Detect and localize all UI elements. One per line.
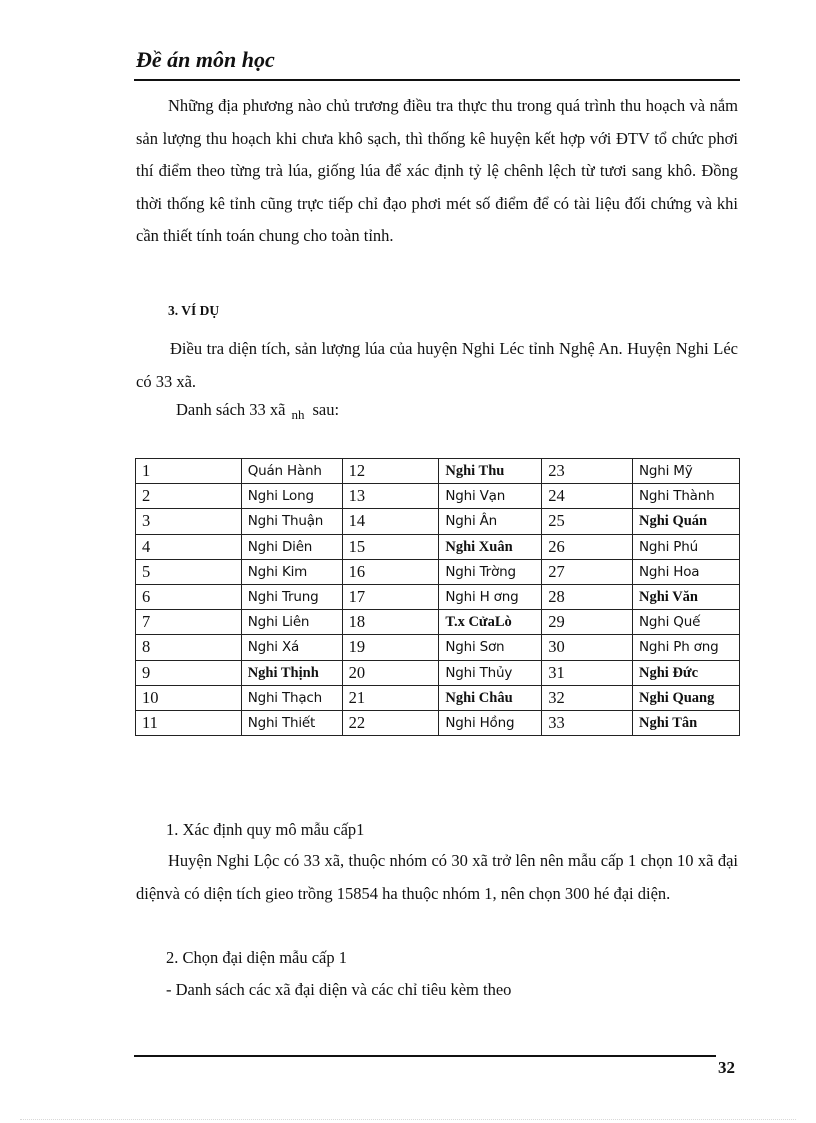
commune-number-cell: 5: [136, 559, 242, 584]
commune-number-cell: 22: [342, 710, 439, 735]
commune-name-cell: Nghi Tân: [633, 710, 740, 735]
commune-name-cell: Nghi Hồng: [439, 710, 542, 735]
commune-number-cell: 18: [342, 610, 439, 635]
table-row: [136, 710, 740, 735]
step2-bullet: - Danh sách các xã đại diện và các chỉ tiêu kèm theo: [166, 980, 512, 999]
commune-number-cell: 31: [542, 660, 633, 685]
commune-number-cell: 33: [542, 710, 633, 735]
commune-name-cell: Nghi Quán: [633, 509, 740, 534]
commune-number-cell: 13: [342, 484, 439, 509]
commune-number-cell: 32: [542, 685, 633, 710]
commune-name-cell: Nghi Ph ơng: [633, 635, 740, 660]
commune-number-cell: 6: [136, 584, 242, 609]
commune-name-cell: Nghi Liên: [241, 610, 342, 635]
commune-number-cell: 11: [136, 710, 242, 735]
commune-number-cell: 26: [542, 534, 633, 559]
commune-name-cell: Nghi Thủy: [439, 660, 542, 685]
commune-name-cell: Nghi Văn: [633, 584, 740, 609]
commune-number-cell: 27: [542, 559, 633, 584]
commune-name-cell: Nghi Thành: [633, 484, 740, 509]
commune-name-cell: Nghi Mỹ: [633, 459, 740, 484]
commune-number-cell: 14: [342, 509, 439, 534]
page-header-title: Đề án môn học: [136, 47, 275, 72]
commune-name-cell: Nghi Trung: [241, 584, 342, 609]
list-intro-after: sau:: [312, 400, 340, 419]
commune-number-cell: 15: [342, 534, 439, 559]
commune-name-cell: Nghi Thu: [439, 459, 542, 484]
commune-name-cell: Nghi H ơng: [439, 584, 542, 609]
communes-table-body: [136, 459, 740, 736]
header-divider: [134, 79, 740, 81]
commune-number-cell: 30: [542, 635, 633, 660]
commune-name-cell: Nghi Sơn: [439, 635, 542, 660]
commune-number-cell: 9: [136, 660, 242, 685]
table-row: [136, 534, 740, 559]
commune-number-cell: 19: [342, 635, 439, 660]
paragraph-drying-trial: Những địa phương nào chủ trương điều tra thực thu trong quá trình thu hoạch và nắm sản lượng thu hoạch khi chưa khô sạch, thì thống kê huyện kết hợp với ĐTV tổ chức phơi thí điểm theo từng trà lúa, giống lúa để xác định tỷ lệ chênh lệch từ tươi sang khô. Đồng thời thống kê tỉnh cũng trực tiếp chỉ đạo phơi mét số điểm để có tài liệu đối chứng và khi cần thiết tính toán chung cho toàn tỉnh.: [136, 96, 738, 245]
page-number: 32: [718, 1058, 735, 1077]
table-row: [136, 459, 740, 484]
table-row: [136, 584, 740, 609]
commune-name-cell: Nghi Quang: [633, 685, 740, 710]
commune-number-cell: 28: [542, 584, 633, 609]
commune-number-cell: 25: [542, 509, 633, 534]
commune-name-cell: Nghi Đức: [633, 660, 740, 685]
footer-divider: [134, 1055, 716, 1057]
commune-name-cell: Nghi Thịnh: [241, 660, 342, 685]
commune-name-cell: Nghi Xá: [241, 635, 342, 660]
commune-number-cell: 23: [542, 459, 633, 484]
commune-number-cell: 7: [136, 610, 242, 635]
commune-number-cell: 10: [136, 685, 242, 710]
commune-name-cell: Nghi Thuận: [241, 509, 342, 534]
commune-name-cell: Quán Hành: [241, 459, 342, 484]
commune-number-cell: 3: [136, 509, 242, 534]
commune-number-cell: 2: [136, 484, 242, 509]
table-row: [136, 559, 740, 584]
commune-name-cell: Nghi Vạn: [439, 484, 542, 509]
paragraph-sample-size: Huyện Nghi Lộc có 33 xã, thuộc nhóm có 30 xã trở lên nên mẫu cấp 1 chọn 10 xã đại diệnvà có diện tích gieo trồng 15854 ha thuộc nhóm 1, nên chọn 300 hé đại diện.: [136, 851, 738, 903]
table-row: [136, 635, 740, 660]
commune-name-cell: Nghi Châu: [439, 685, 542, 710]
commune-number-cell: 1: [136, 459, 242, 484]
table-row: [136, 484, 740, 509]
commune-name-cell: Nghi Thiết: [241, 710, 342, 735]
commune-name-cell: Nghi Xuân: [439, 534, 542, 559]
commune-number-cell: 8: [136, 635, 242, 660]
commune-name-cell: Nghi Trờng: [439, 559, 542, 584]
commune-number-cell: 20: [342, 660, 439, 685]
commune-name-cell: Nghi Diên: [241, 534, 342, 559]
page-bottom-dotted-line: [20, 1119, 796, 1120]
list-intro: [176, 400, 339, 420]
step1-heading: 1. Xác định quy mô mẫu cấp1: [166, 820, 365, 839]
table-row: [136, 685, 740, 710]
section-heading-example: 3. VÍ DỤ: [168, 303, 220, 318]
commune-number-cell: 16: [342, 559, 439, 584]
communes-table: [135, 458, 740, 736]
commune-name-cell: T.x CửaLò: [439, 610, 542, 635]
commune-number-cell: 17: [342, 584, 439, 609]
paragraph-survey-description: Điều tra diện tích, sản lượng lúa của huyện Nghi Léc tỉnh Nghệ An. Huyện Nghi Léc có 33 xã.: [136, 339, 738, 391]
commune-number-cell: 12: [342, 459, 439, 484]
commune-number-cell: 29: [542, 610, 633, 635]
commune-name-cell: Nghi Phú: [633, 534, 740, 559]
commune-number-cell: 21: [342, 685, 439, 710]
table-row: [136, 610, 740, 635]
list-intro-before: Danh sách 33 xã: [176, 400, 286, 419]
commune-number-cell: 4: [136, 534, 242, 559]
commune-name-cell: Nghi Thạch: [241, 685, 342, 710]
commune-number-cell: 24: [542, 484, 633, 509]
table-row: [136, 509, 740, 534]
commune-name-cell: Nghi Hoa: [633, 559, 740, 584]
commune-name-cell: Nghi Quế: [633, 610, 740, 635]
commune-name-cell: Nghi Ân: [439, 509, 542, 534]
commune-name-cell: Nghi Kim: [241, 559, 342, 584]
step2-heading: 2. Chọn đại diện mẫu cấp 1: [166, 948, 348, 967]
commune-name-cell: Nghi Long: [241, 484, 342, 509]
table-row: [136, 660, 740, 685]
list-intro-small: nh: [291, 407, 305, 422]
